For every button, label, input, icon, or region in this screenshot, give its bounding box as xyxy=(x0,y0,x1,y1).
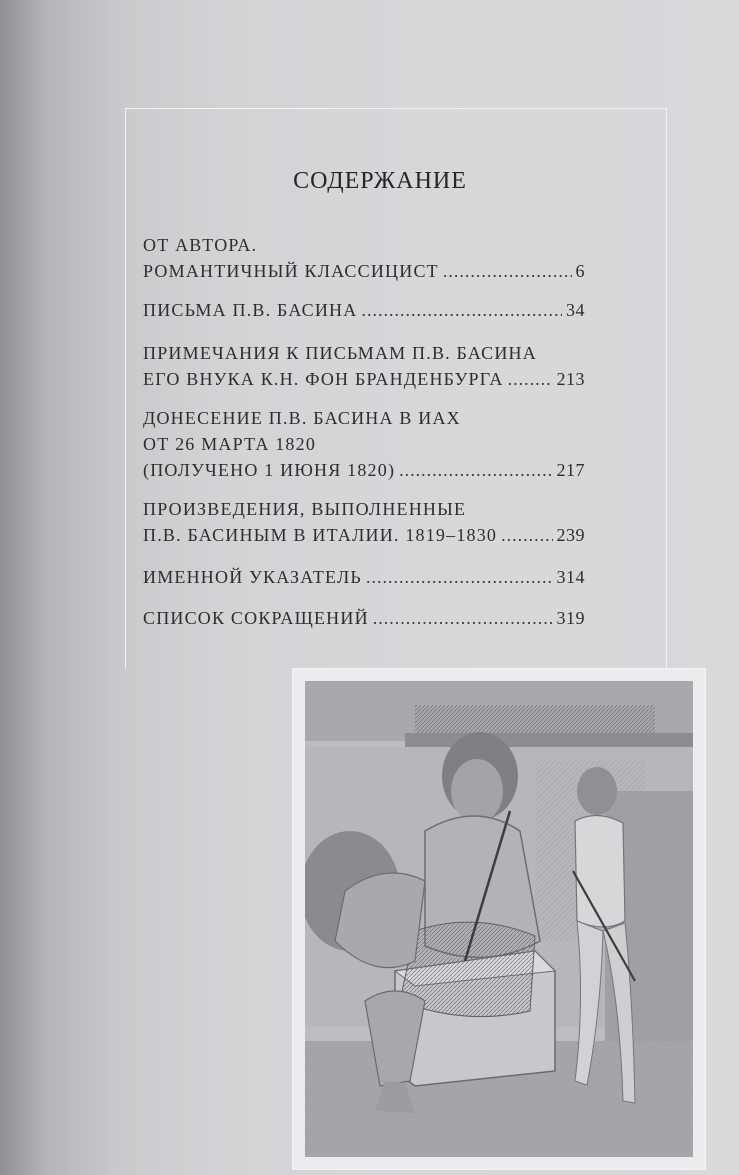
leader-dots xyxy=(366,564,553,590)
page-number: 34 xyxy=(566,300,585,320)
toc-line xyxy=(143,405,585,431)
toc-line xyxy=(143,496,585,522)
page-number: 239 xyxy=(556,525,585,545)
toc-line xyxy=(143,340,585,366)
toc-line xyxy=(143,564,585,590)
engraving-illustration xyxy=(292,668,706,1170)
toc-line xyxy=(143,522,585,548)
leader-dots xyxy=(361,297,562,323)
toc-entry-text: ОТ АВТОРА. xyxy=(143,235,258,255)
toc-entry-report xyxy=(143,405,585,483)
leader-dots xyxy=(508,366,553,392)
page-title: СОДЕРЖАНИЕ xyxy=(293,168,467,194)
toc-line xyxy=(143,366,585,392)
toc-entry-text: СПИСОК СОКРАЩЕНИЙ xyxy=(143,608,369,628)
page-number: 319 xyxy=(556,608,585,628)
page-number: 213 xyxy=(556,369,585,389)
toc-entry-text: ПРИМЕЧАНИЯ К ПИСЬМАМ П.В. БАСИНА xyxy=(143,343,537,363)
page-number: 6 xyxy=(575,261,585,281)
toc-entry-index xyxy=(143,564,585,590)
toc-entry-letters xyxy=(143,297,585,323)
toc-entry-text: ПИСЬМА П.В. БАСИНА xyxy=(143,300,358,320)
toc-entry-text: П.В. БАСИНЫМ В ИТАЛИИ. 1819–1830 xyxy=(143,525,498,545)
page-number: 314 xyxy=(556,567,585,587)
leader-dots xyxy=(501,522,552,548)
toc-entry-text: ОТ 26 МАРТА 1820 xyxy=(143,434,317,454)
toc-entry-text: ДОНЕСЕНИЕ П.В. БАСИНА В ИАХ xyxy=(143,408,461,428)
toc-entry-text: (ПОЛУЧЕНО 1 ИЮНЯ 1820) xyxy=(143,460,396,480)
toc-entry-abbreviations xyxy=(143,605,585,631)
toc-line xyxy=(143,457,585,483)
toc-line xyxy=(143,431,585,457)
page-number: 217 xyxy=(556,460,585,480)
toc-entry-text: РОМАНТИЧНЫЙ КЛАССИЦИСТ xyxy=(143,261,439,281)
toc-entry-notes xyxy=(143,340,585,392)
toc-entry-text: ИМЕННОЙ УКАЗАТЕЛЬ xyxy=(143,567,362,587)
leader-dots xyxy=(443,258,572,284)
leader-dots xyxy=(373,605,553,631)
toc-entry-text: ЕГО ВНУКА К.Н. ФОН БРАНДЕНБУРГА xyxy=(143,369,504,389)
toc-entry-author xyxy=(143,232,585,284)
toc-line xyxy=(143,232,585,258)
toc-line xyxy=(143,297,585,323)
engraving-image xyxy=(305,681,693,1157)
toc-entry-works xyxy=(143,496,585,548)
toc-line xyxy=(143,605,585,631)
leader-dots xyxy=(399,457,552,483)
toc-line xyxy=(143,258,585,284)
toc-entry-text: ПРОИЗВЕДЕНИЯ, ВЫПОЛНЕННЫЕ xyxy=(143,499,467,519)
